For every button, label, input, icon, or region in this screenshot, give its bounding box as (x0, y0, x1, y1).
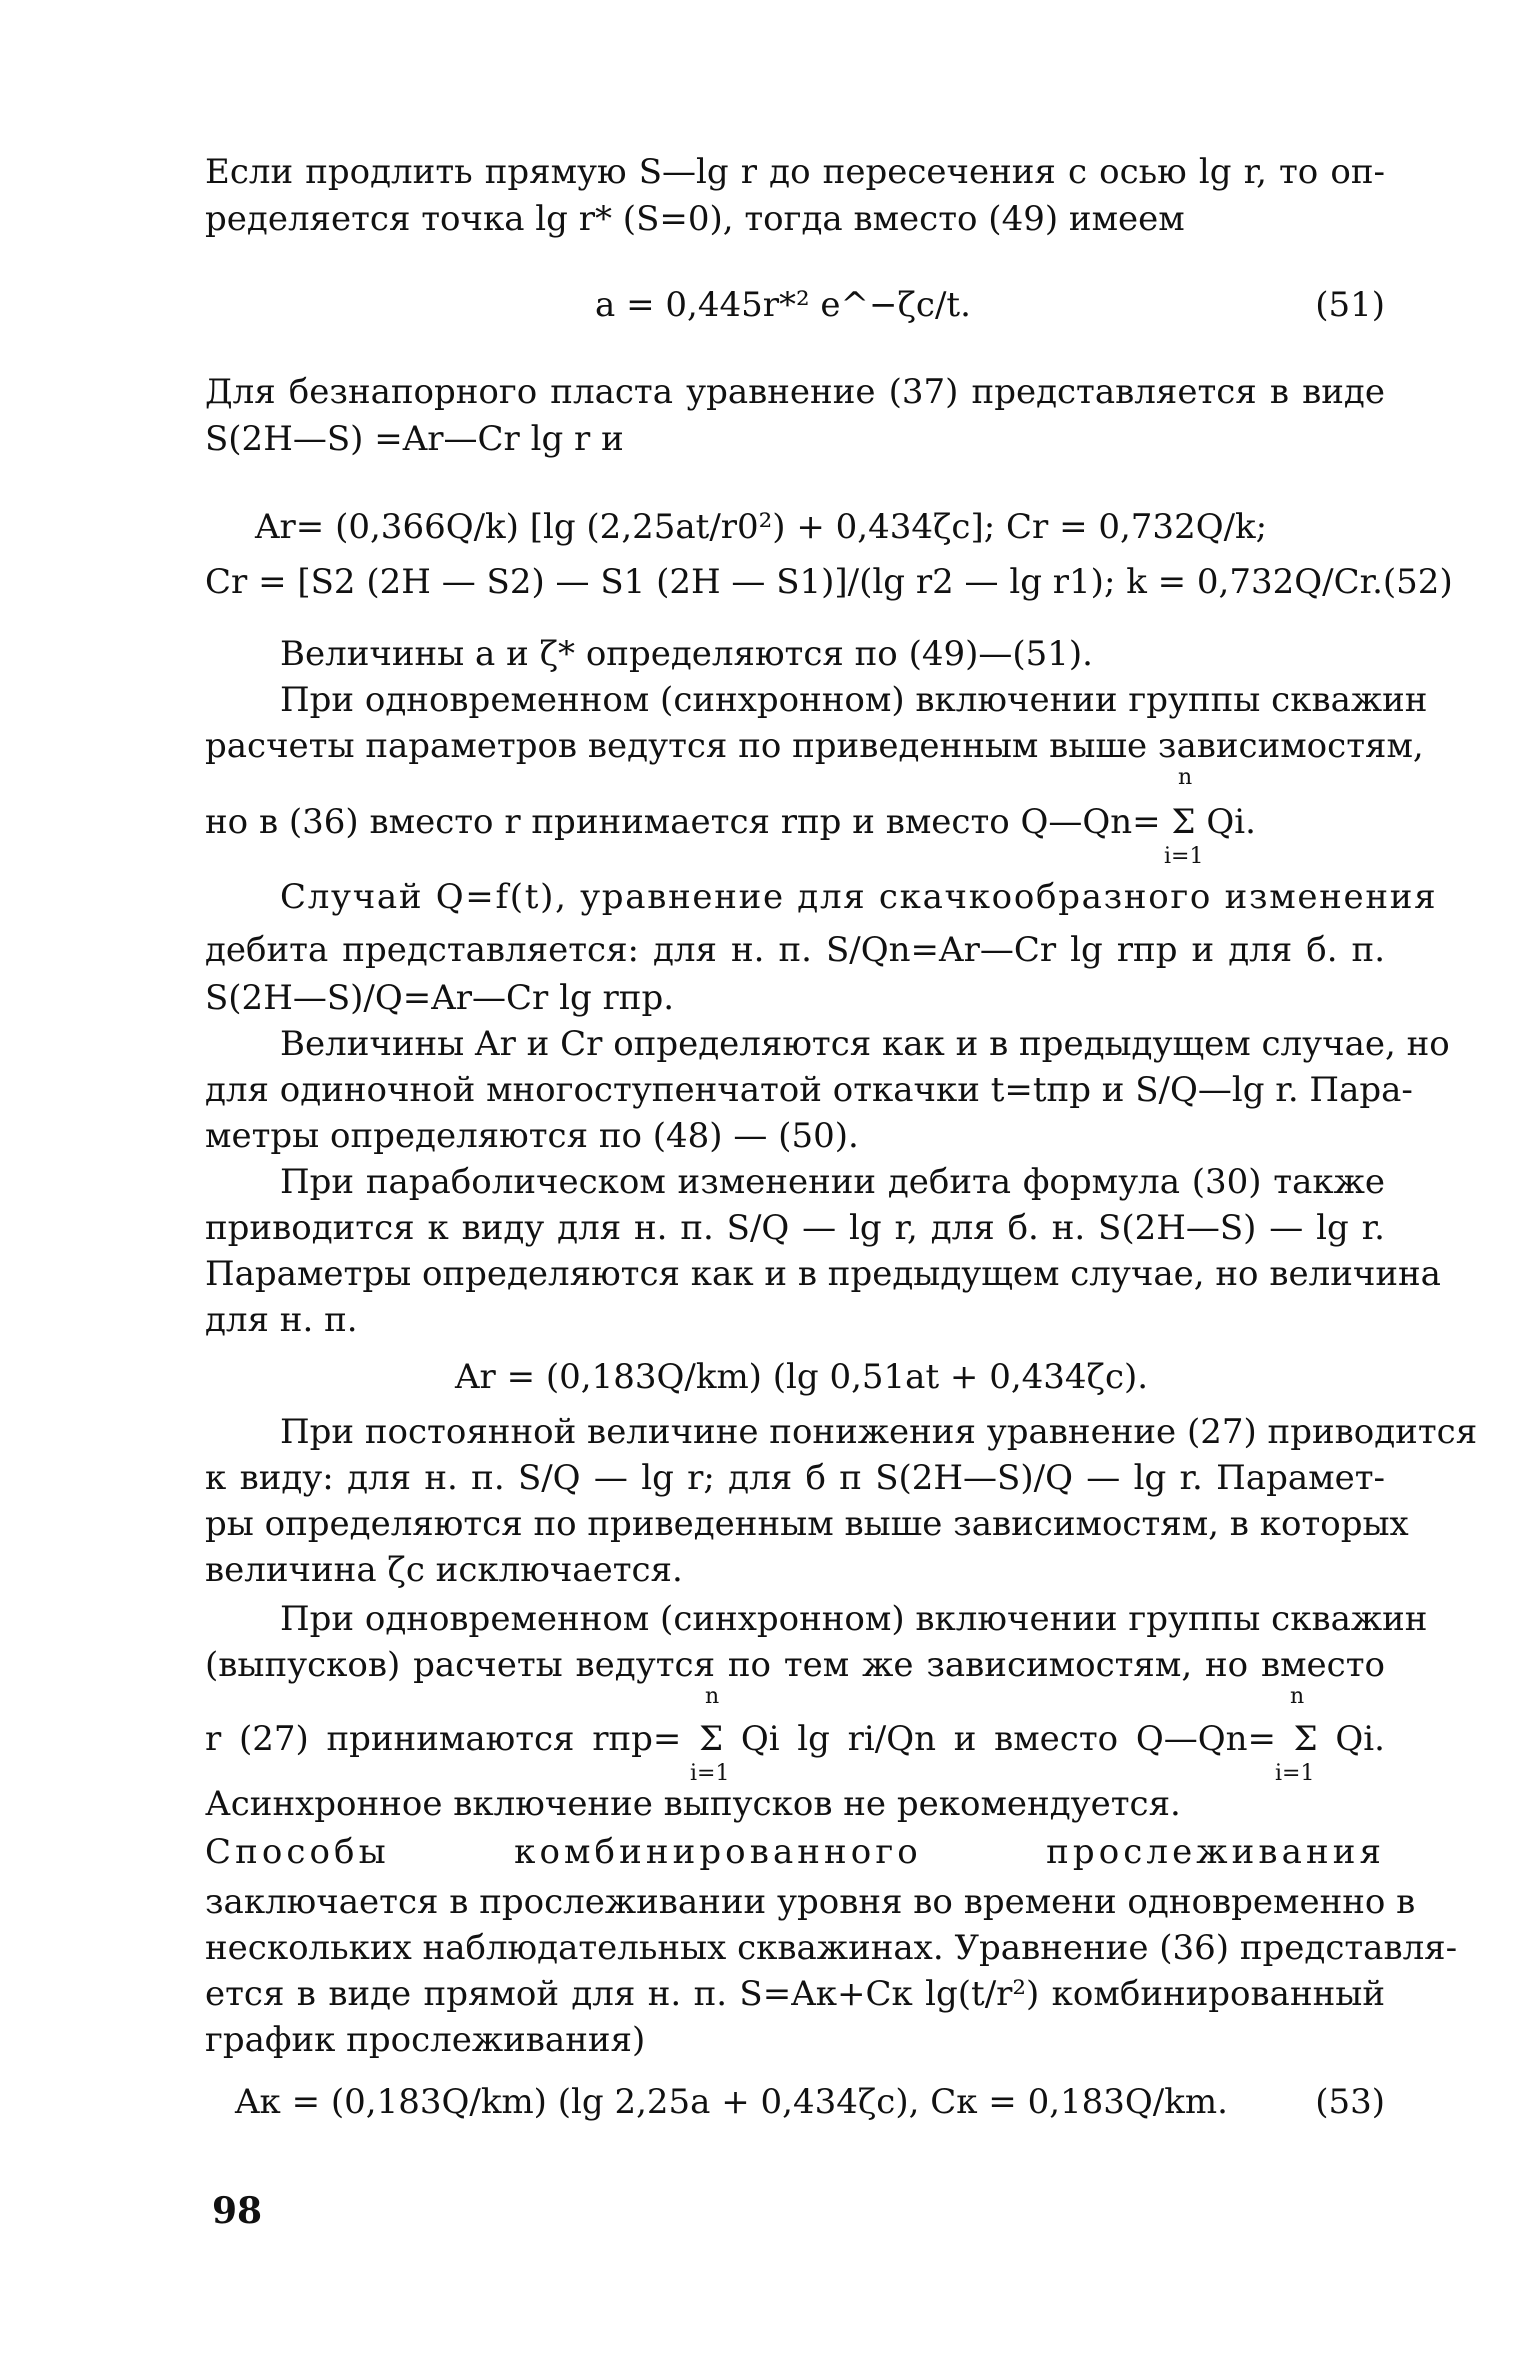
text-line: нескольких наблюдательных скважинах. Уравнение (36) представля- (205, 1928, 1458, 1968)
text-line: метры определяются по (48) — (50). (205, 1116, 859, 1156)
sum-upper-limit: n (1290, 1684, 1305, 1709)
sum-lower-limit: i=1 (1164, 844, 1204, 869)
equation-52-line1: Ar= (0,366Q/k) [lg (2,25at/r0²) + 0,434ζc]; Cr = 0,732Q/k; (255, 507, 1268, 547)
text-line: величина ζc исключается. (205, 1550, 683, 1590)
equation-52-line2: Cr = [S2 (2H — S2) — S1 (2H — S1)]/(lg r2 — lg r1); k = 0,732Q/Cr.(52) (205, 562, 1453, 602)
text-line: приводится к виду для н. п. S/Q — lg r, для б. н. S(2H—S) — lg r. (205, 1208, 1385, 1248)
text-line: но в (36) вместо r принимается rпр и вместо Q—Qn= Σ Qi. (205, 802, 1256, 842)
text-line: При одновременном (синхронном) включении группы скважин (280, 1599, 1428, 1639)
text-line: дебита представляется: для н. п. S/Qn=Ar—Cr lg rпр и для б. п. (205, 930, 1385, 970)
text-line: (выпусков) расчеты ведутся по тем же зависимостям, но вместо (205, 1645, 1385, 1685)
text-line: При постоянной величине понижения уравнение (27) приводится (280, 1412, 1478, 1452)
text-line: При параболическом изменении дебита формула (30) также (280, 1162, 1385, 1202)
text-line: S(2H—S)/Q=Ar—Cr lg rпр. (205, 978, 675, 1018)
text-line: ры определяются по приведенным выше зависимостям, в которых (205, 1504, 1409, 1544)
text-line: график прослеживания) (205, 2020, 646, 2060)
equation-53: Aк = (0,183Q/km) (lg 2,25a + 0,434ζc), Cк = 0,183Q/km. (235, 2082, 1228, 2122)
text-line: Случай Q=f(t), уравнение для скачкообразного изменения (280, 877, 1438, 917)
text-line: Величины a и ζ* определяются по (49)—(51). (280, 634, 1093, 674)
text-line: ется в виде прямой для н. п. S=Aк+Cк lg(t/r²) комбинированный (205, 1974, 1385, 2014)
text-line: для н. п. (205, 1300, 358, 1340)
sum-lower-limit: i=1 (690, 1761, 730, 1786)
text-line: При одновременном (синхронном) включении группы скважин (280, 680, 1428, 720)
equation-51: a = 0,445r*² e^−ζc/t. (595, 285, 971, 325)
text-line: S(2H—S) =Ar—Cr lg r и (205, 419, 624, 459)
text-line: к виду: для н. п. S/Q — lg r; для б п S(2H—S)/Q — lg r. Парамет- (205, 1458, 1385, 1498)
equation-ar: Ar = (0,183Q/km) (lg 0,51at + 0,434ζc). (455, 1357, 1149, 1397)
sum-upper-limit: n (1178, 765, 1193, 790)
sum-upper-limit: n (705, 1684, 720, 1709)
sum-lower-limit: i=1 (1275, 1761, 1315, 1786)
text-line-spaced: Способы комбинированного прослеживания (205, 1832, 1385, 1872)
text-line: заключается в прослеживании уровня во времени одновременно в (205, 1882, 1416, 1922)
text-line: Величины Ar и Cr определяются как и в предыдущем случае, но (280, 1024, 1450, 1064)
text-line: расчеты параметров ведутся по приведенным выше зависимостям, (205, 726, 1424, 766)
text-line: Параметры определяются как и в предыдущем случае, но величина (205, 1254, 1441, 1294)
equation-number-51: (51) (1315, 285, 1385, 325)
text-line: ределяется точка lg r* (S=0), тогда вместо (49) имеем (205, 199, 1185, 239)
text-line: Если продлить прямую S—lg r до пересечения с осью lg r, то оп- (205, 152, 1385, 192)
equation-number-53: (53) (1315, 2082, 1385, 2122)
text-line: для одиночной многоступенчатой откачки t=tпр и S/Q—lg r. Пара- (205, 1070, 1413, 1110)
page-number: 98 (212, 2190, 263, 2232)
text-line: Асинхронное включение выпусков не рекомендуется. (205, 1784, 1181, 1824)
text-line: Для безнапорного пласта уравнение (37) представляется в виде (205, 372, 1385, 412)
text-line: r (27) принимаются rпр= Σ Qi lg ri/Qn и вместо Q—Qn= Σ Qi. (205, 1719, 1385, 1759)
